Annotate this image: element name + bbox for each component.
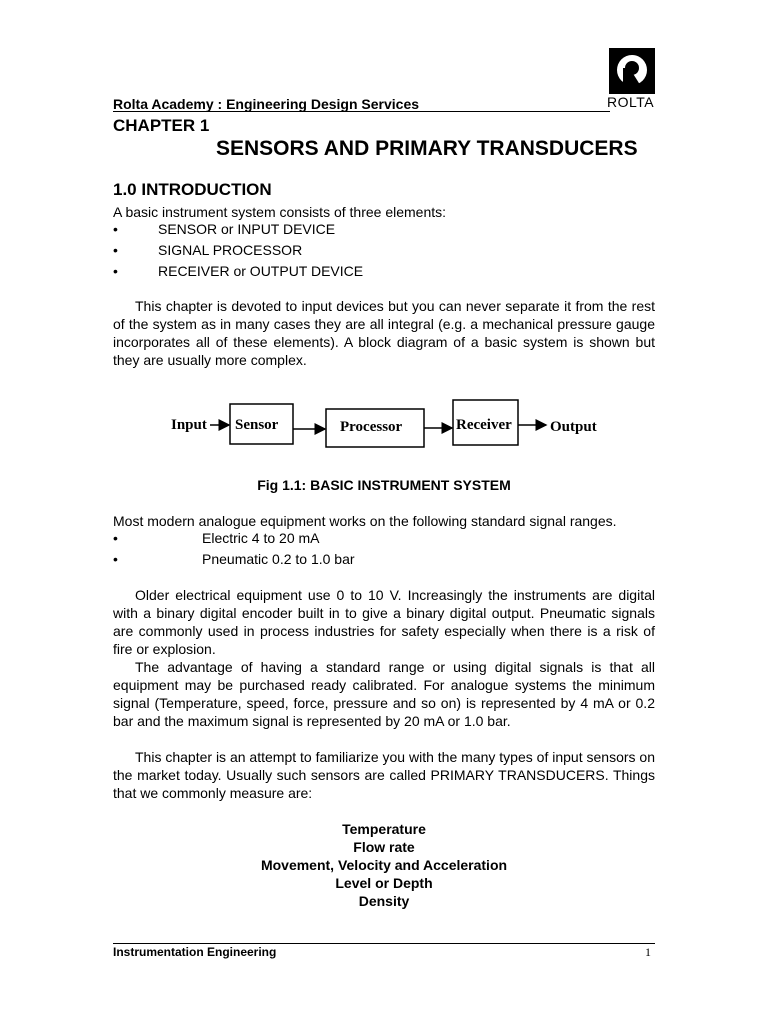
figure-caption: Fig 1.1: BASIC INSTRUMENT SYSTEM <box>257 477 511 493</box>
section-heading: 1.0 INTRODUCTION <box>113 180 272 199</box>
list-item: Density <box>358 893 410 909</box>
logo-caption: ROLTA <box>607 94 655 110</box>
rolta-logo-icon <box>609 48 655 94</box>
list-item: Level or Depth <box>335 875 433 891</box>
sensor-label: Sensor <box>235 417 279 433</box>
list-item: Temperature <box>342 821 426 837</box>
bullet-icon: • <box>113 530 118 546</box>
processor-label: Processor <box>340 419 403 435</box>
list-item: Movement, Velocity and Acceleration <box>260 857 508 873</box>
page-number: 1 <box>645 945 651 959</box>
block-diagram <box>160 392 620 452</box>
bullet-icon: • <box>113 263 118 279</box>
header-rule <box>113 111 610 112</box>
paragraph-2: Older electrical equipment use 0 to 10 V. Increasingly the instruments are digital with a binary digital encoder built in to give a binary digital output. Pneumatic signals are commonly used in process industries for safety especially when there is a risk of fire or explosion. The advantage of having a standard range or using digital signals is that all equipment may be purchased ready calibrated. For analogue systems the minimum signal (Temperature, speed, force, pressure and so on) is represented by 4 mA or 0.2 bar and the maximum signal is represented by 20 mA or 1.0 bar. <box>113 587 655 729</box>
footer-rule <box>113 943 655 944</box>
bullet-icon: • <box>113 221 118 237</box>
input-label: Input <box>171 417 207 433</box>
receiver-label: Receiver <box>456 417 512 433</box>
measured-quantities <box>0 820 768 910</box>
ranges-intro: Most modern analogue equipment works on the following standard signal ranges. <box>113 513 617 529</box>
paragraph-4: This chapter is an attempt to familiarize you with the many types of input sensors on the market today. Usually such sensors are called PRIMARY TRANSDUCERS. Things that we commonly measure are: <box>113 749 655 801</box>
bullet-icon: • <box>113 551 118 567</box>
output-label: Output <box>550 419 597 435</box>
list-item: Flow rate <box>353 839 415 855</box>
bullet-icon: • <box>113 242 118 258</box>
intro-line: A basic instrument system consists of three elements: <box>113 204 447 220</box>
header-text: Rolta Academy : Engineering Design Services <box>113 96 420 112</box>
page-title: SENSORS AND PRIMARY TRANSDUCERS <box>216 137 638 160</box>
chapter-label: CHAPTER 1 <box>113 116 210 135</box>
footer-text: Instrumentation Engineering <box>113 945 277 959</box>
paragraph-1: This chapter is devoted to input devices but you can never separate it from the rest of the system as in many cases they are all integral (e.g. a mechanical pressure gauge incorporates all of these elements). A block diagram of a basic system is shown but they are usually more complex. <box>113 298 655 368</box>
